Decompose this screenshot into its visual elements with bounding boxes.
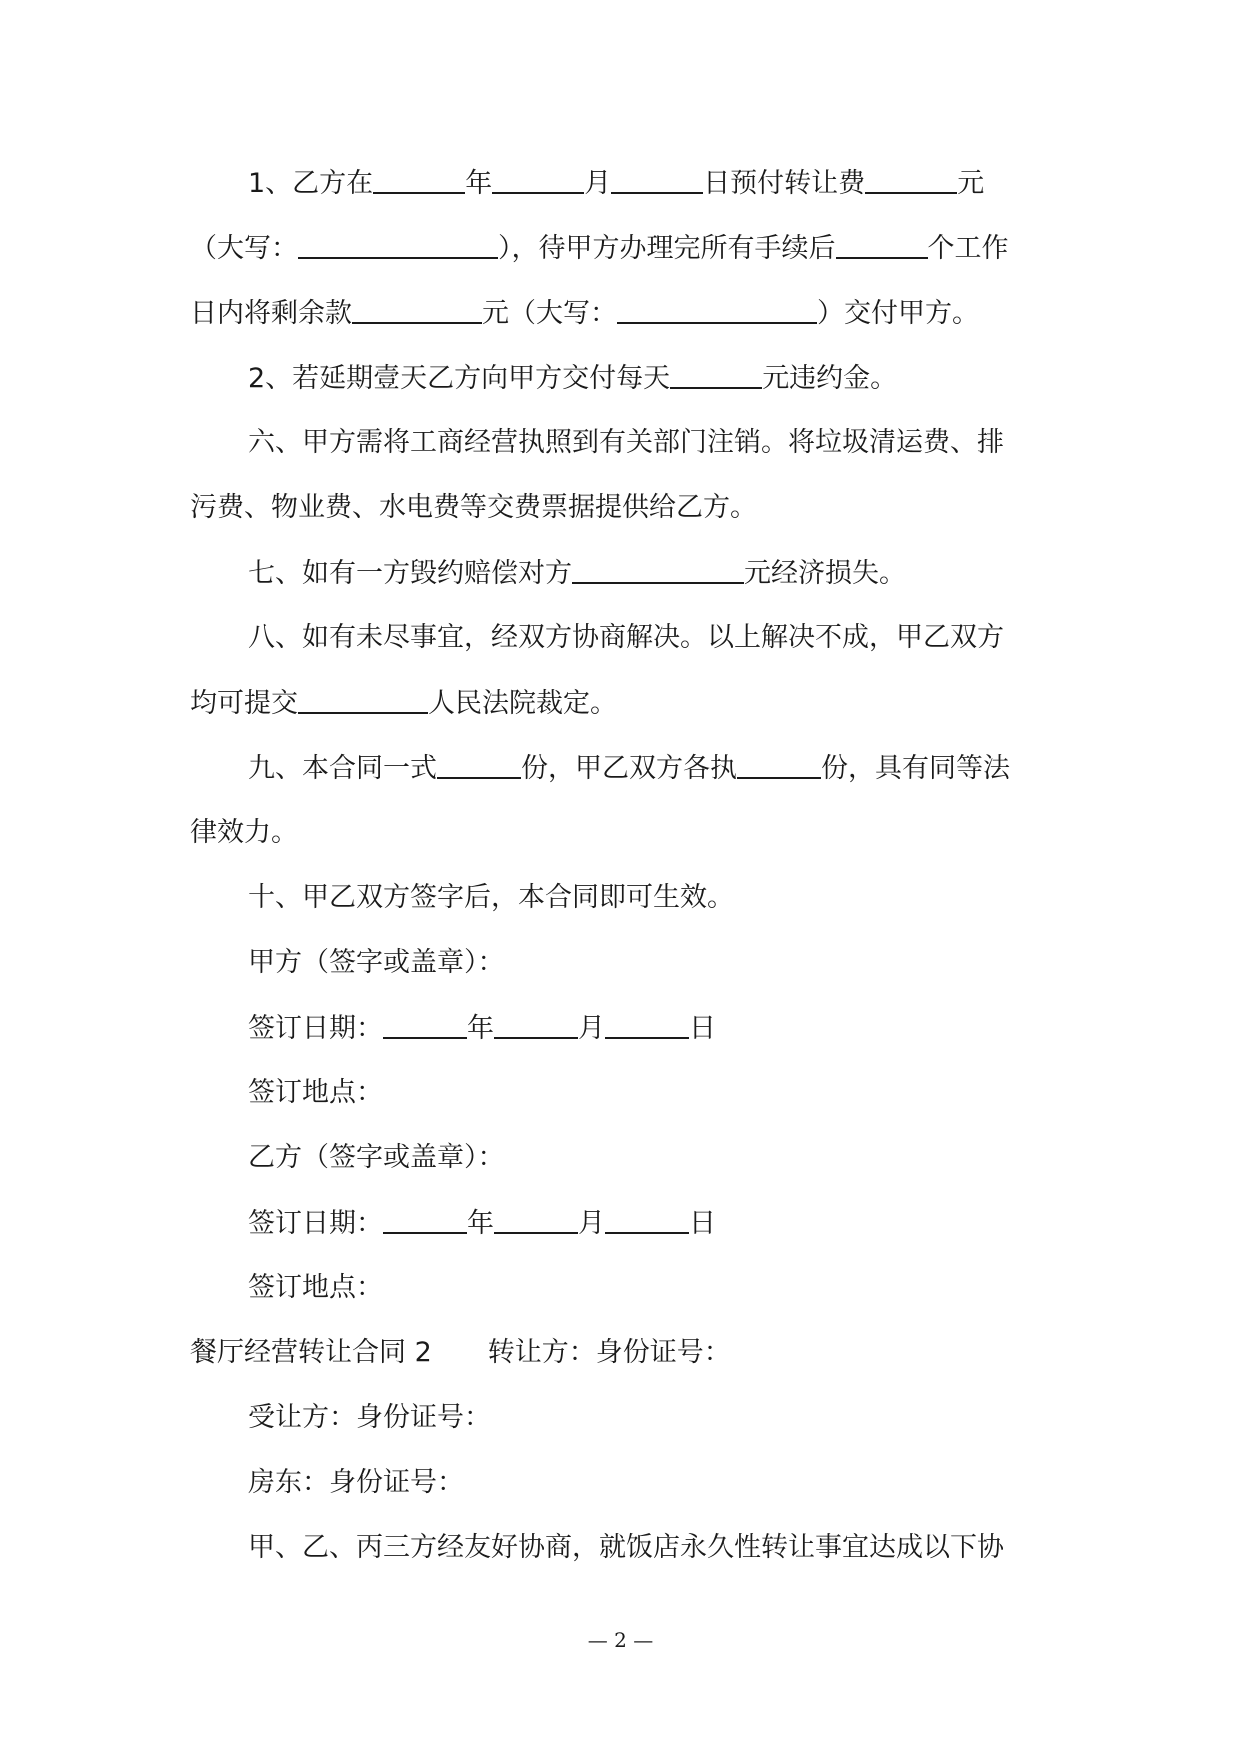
blank-field [572,556,744,584]
clause-eight-line-1: 八、如有未尽事宜，经双方协商解决。以上解决不成，甲乙双方 [248,622,1004,653]
party-a-sign-place: 签订地点： [248,1077,383,1108]
blank-field [383,1011,467,1039]
clause-eight-line-2 [190,686,617,721]
page-number: — 2 — [587,1628,654,1652]
clause-five-item-1-line-2 [190,231,1009,266]
text: 元违约金。 [762,363,898,394]
blank-field [373,166,465,194]
text: ），待甲方办理完所有手续后 [498,233,836,264]
text: 日 [689,1013,716,1044]
party-a-signature: 甲方（签字或盖章）： [248,947,505,978]
party-b-signature: 乙方（签字或盖章）： [248,1142,505,1173]
blank-field [737,751,821,779]
party-b-sign-place: 签订地点： [248,1272,383,1303]
text: 年 [467,1013,494,1044]
blank-field [492,166,584,194]
text: 月 [584,168,612,199]
contract-title: 餐厅经营转让合同 2 [190,1337,432,1368]
text: 九、本合同一式 [248,753,437,784]
text: 2、若延期壹天乙方向甲方交付每天 [248,363,671,394]
landlord-field: 房东：身份证号： [248,1467,464,1498]
clause-five-item-2 [248,361,897,396]
blank-field [605,1011,689,1039]
blank-field [494,1206,578,1234]
text: 日内将剩余款 [190,298,352,329]
transferee-field: 受让方：身份证号： [248,1402,491,1433]
text: 签订日期： [248,1013,383,1044]
blank-field [298,686,428,714]
blank-field [352,296,482,324]
text: 元经济损失。 [744,558,906,589]
contract-intro: 甲、乙、丙三方经友好协商，就饭店永久性转让事宜达成以下协 [248,1532,1004,1563]
text: 1、乙方在 [248,168,374,199]
blank-field [670,361,762,389]
contract-2-title-line [190,1336,731,1370]
transferor-field: 转让方：身份证号： [487,1337,731,1368]
text: 个工作 [927,233,1009,264]
clause-seven [248,556,906,591]
blank-field [611,166,703,194]
text: 人民法院裁定。 [428,688,617,719]
text: 元 [957,168,985,199]
clause-ten: 十、甲乙双方签字后，本合同即可生效。 [248,882,734,913]
text: 月 [578,1208,605,1239]
clause-five-item-1-line-3 [190,296,979,331]
clause-six-line-1: 六、甲方需将工商经营执照到有关部门注销。将垃圾清运费、排 [248,427,1004,458]
blank-field [865,166,957,194]
blank-field [836,231,928,259]
blank-field [298,231,498,259]
blank-field [383,1206,467,1234]
clause-nine-line-2: 律效力。 [190,817,298,848]
clause-five-item-1 [248,166,984,201]
text: 日 [689,1208,716,1239]
blank-field [605,1206,689,1234]
blank-field [617,296,817,324]
clause-nine-line-1 [248,751,1010,786]
text: 份，具有同等法 [821,753,1010,784]
text: 签订日期： [248,1208,383,1239]
text: 均可提交 [190,688,298,719]
text: 七、如有一方毁约赔偿对方 [248,558,572,589]
text: 年 [467,1208,494,1239]
party-a-sign-date [248,1011,716,1046]
text: 日预付转让费 [703,168,866,199]
text: 元（大写： [482,298,617,329]
clause-six-line-2: 污费、物业费、水电费等交费票据提供给乙方。 [190,492,757,523]
text: 份，甲乙双方各执 [521,753,737,784]
blank-field [437,751,521,779]
text: 年 [465,168,493,199]
text: 月 [578,1013,605,1044]
party-b-sign-date [248,1206,716,1241]
text: ）交付甲方。 [817,298,979,329]
text: （大写： [190,233,298,264]
blank-field [494,1011,578,1039]
